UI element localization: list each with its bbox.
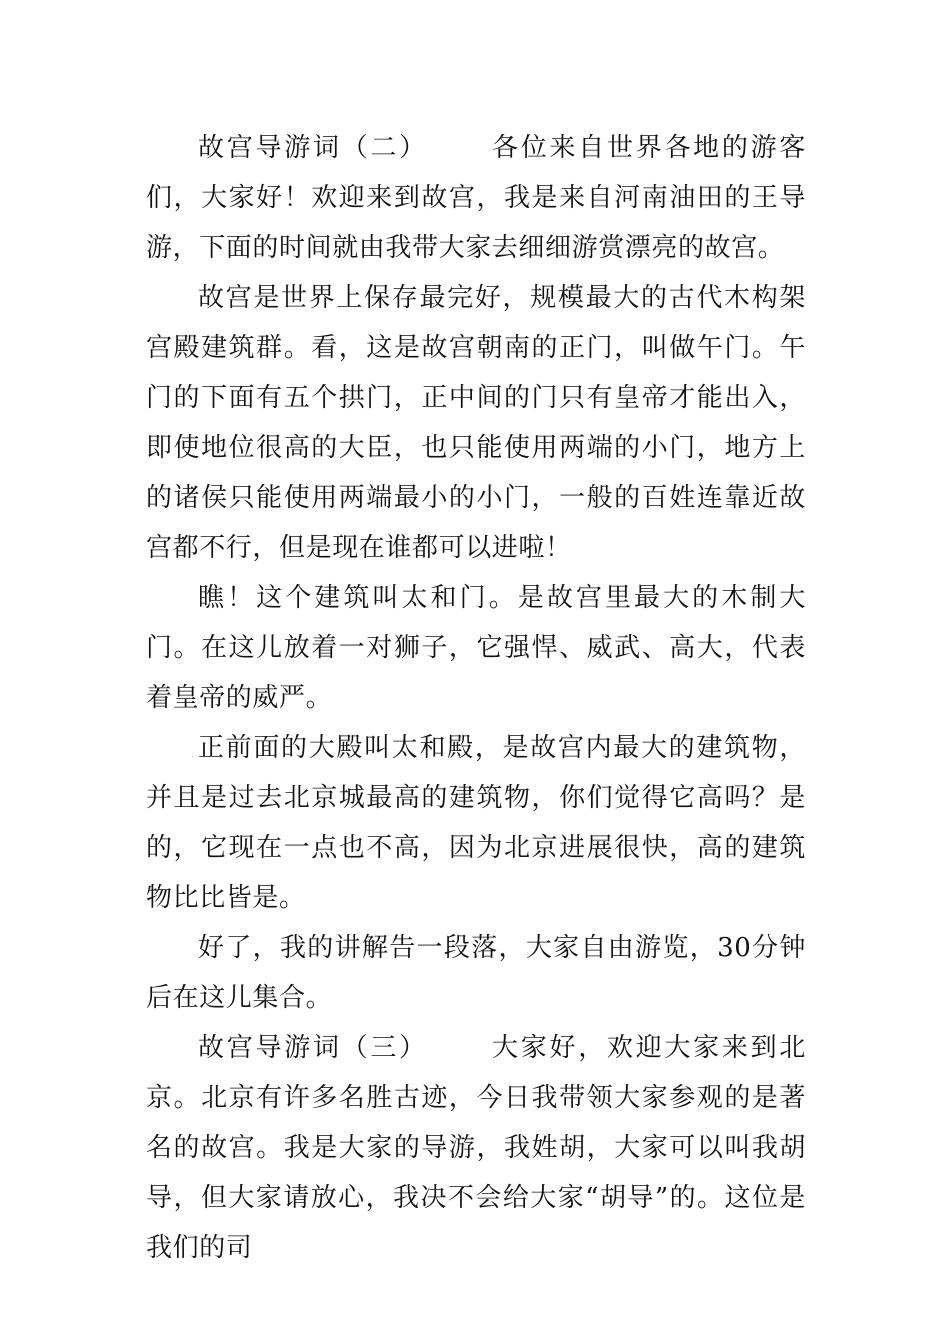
paragraph-closing <box>146 923 806 1023</box>
paragraph-wumen <box>146 273 806 573</box>
paragraph-intro-two <box>146 123 806 273</box>
section-title-two: 故宫导游词（二） <box>198 133 428 163</box>
document-body <box>146 123 806 1273</box>
paragraph-text: 大家好，欢迎大家来到北京。北京有许多名胜古迹，今日我带领大家参观的是著名的故宫。我是大家的导游，我姓胡，大家可以叫我胡导，但大家请放心，我决不会给大家“胡导”的。这位是我们的司 <box>146 1033 806 1263</box>
paragraph-text: 故宫是世界上保存最完好，规模最大的古代木构架宫殿建筑群。看，这是故宫朝南的正门，叫做午门。午门的下面有五个拱门，正中间的门只有皇帝才能出入，即使地位很高的大臣，也只能使用两端的小门，地方上的诸侯只能使用两端最小的小门，一般的百姓连靠近故宫都不行，但是现在谁都可以进啦！ <box>146 283 806 563</box>
paragraph-taihemen <box>146 573 806 723</box>
paragraph-text: 瞧！这个建筑叫太和门。是故宫里最大的木制大门。在这儿放着一对狮子，它强悍、威武、高大，代表着皇帝的威严。 <box>146 583 806 713</box>
paragraph-text: 正前面的大殿叫太和殿，是故宫内最大的建筑物，并且是过去北京城最高的建筑物，你们觉得它高吗？是的，它现在一点也不高，因为北京进展很快，高的建筑物比比皆是。 <box>146 733 806 913</box>
section-title-three: 故宫导游词（三） <box>198 1033 428 1063</box>
paragraph-taihedian <box>146 723 806 923</box>
paragraph-intro-three <box>146 1023 806 1273</box>
paragraph-text: 各位来自世界各地的游客们，大家好！欢迎来到故宫，我是来自河南油田的王导游，下面的时间就由我带大家去细细游赏漂亮的故宫。 <box>146 133 806 263</box>
paragraph-text: 好了，我的讲解告一段落，大家自由游览，30分钟后在这儿集合。 <box>146 933 806 1013</box>
